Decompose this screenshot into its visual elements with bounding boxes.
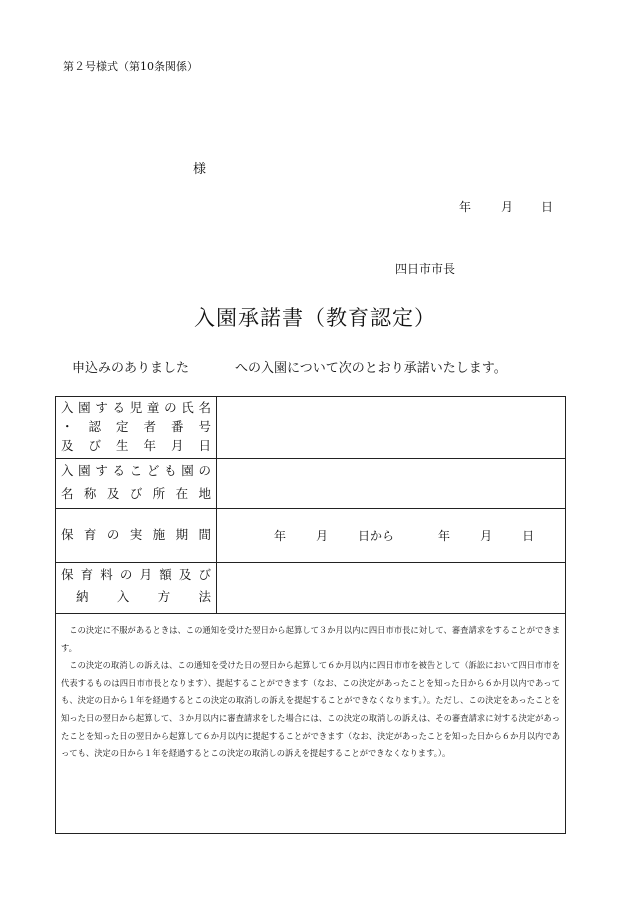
notice-paragraph-1: この決定に不服があるときは、この通知を受けた翌日から起算して３か月以内に四日市市長に対して、審査請求をすることができます。 <box>61 625 560 653</box>
fee-label-line1: 保 育 料 の 月 額 及 び <box>61 567 211 582</box>
care-period-label-cell <box>56 509 217 562</box>
approval-table <box>55 396 566 834</box>
facility-label-cell <box>56 459 217 508</box>
care-period-value[interactable] <box>217 509 565 562</box>
intro-sentence <box>72 357 507 376</box>
date-day: 日 <box>541 200 554 214</box>
row-fee <box>56 563 565 614</box>
facility-label-line1: 入園するこども園の <box>61 463 211 478</box>
row-facility <box>56 459 565 509</box>
child-info-label-cell <box>56 397 217 458</box>
issue-date <box>459 198 553 215</box>
period-day2: 日 <box>522 529 535 543</box>
period-month: 月 <box>316 529 329 543</box>
care-period-label: 保 育 の 実 施 期 間 <box>61 527 211 542</box>
child-label-line1: 入園する児童の氏名 <box>61 400 211 415</box>
facility-value[interactable] <box>217 459 565 508</box>
intro-after: への入園について次のとおり承諾いたします。 <box>235 361 507 376</box>
row-child-info <box>56 397 565 459</box>
period-year: 年 <box>274 529 287 543</box>
row-care-period <box>56 509 565 563</box>
period-year2: 年 <box>438 529 451 543</box>
facility-label-line2: 名 称 及 び 所 在 地 <box>61 486 211 501</box>
addressee-suffix: 様 <box>193 162 207 177</box>
date-month: 月 <box>501 200 514 214</box>
fee-label-cell <box>56 563 217 613</box>
fee-value[interactable] <box>217 563 565 613</box>
issuer: 四日市市長 <box>395 262 456 276</box>
child-label-line3: 及 び 生 年 月 日 <box>61 438 211 453</box>
care-period-dates <box>274 527 534 544</box>
date-year: 年 <box>459 200 472 214</box>
period-month2: 月 <box>480 529 493 543</box>
form-number: 第２号様式（第10条関係） <box>63 60 198 73</box>
document-title: 入園承諾書（教育認定） <box>194 306 436 330</box>
period-from: 日から <box>358 529 395 543</box>
child-info-value[interactable] <box>217 397 565 458</box>
notice-paragraph-2: この決定の取消しの訴えは、この通知を受けた日の翌日から起算して６か月以内に四日市市を被告として（訴訟において四日市市を代表するものは四日市市長となります）、提起することができます（なお、この決定があったことを知った日から６か月以内であっても、決定の日から１年を経過するとこの決定の取消しの訴えを提起することができなくなります。）。ただし、この決定をあったことを知った日の翌日から起算して、３か月以内に審査請求をした場合には、この決定の取消しの訴えは、その審査請求に対する決定があったことを知った日の翌日から起算して６か月以内に提起することができます（なお、決定があったことを知った日から６か月以内であっても、決定の日から１年を経過するとこの決定の取消しの訴えを提起することができなくなります。）。 <box>61 660 560 759</box>
appeal-notice <box>61 622 560 763</box>
intro-before: 申込みのありました <box>72 361 190 376</box>
child-label-line2: ・ 認 定 者 番 号 <box>61 419 211 434</box>
fee-label-line2: 納 入 方 法 <box>76 589 211 604</box>
